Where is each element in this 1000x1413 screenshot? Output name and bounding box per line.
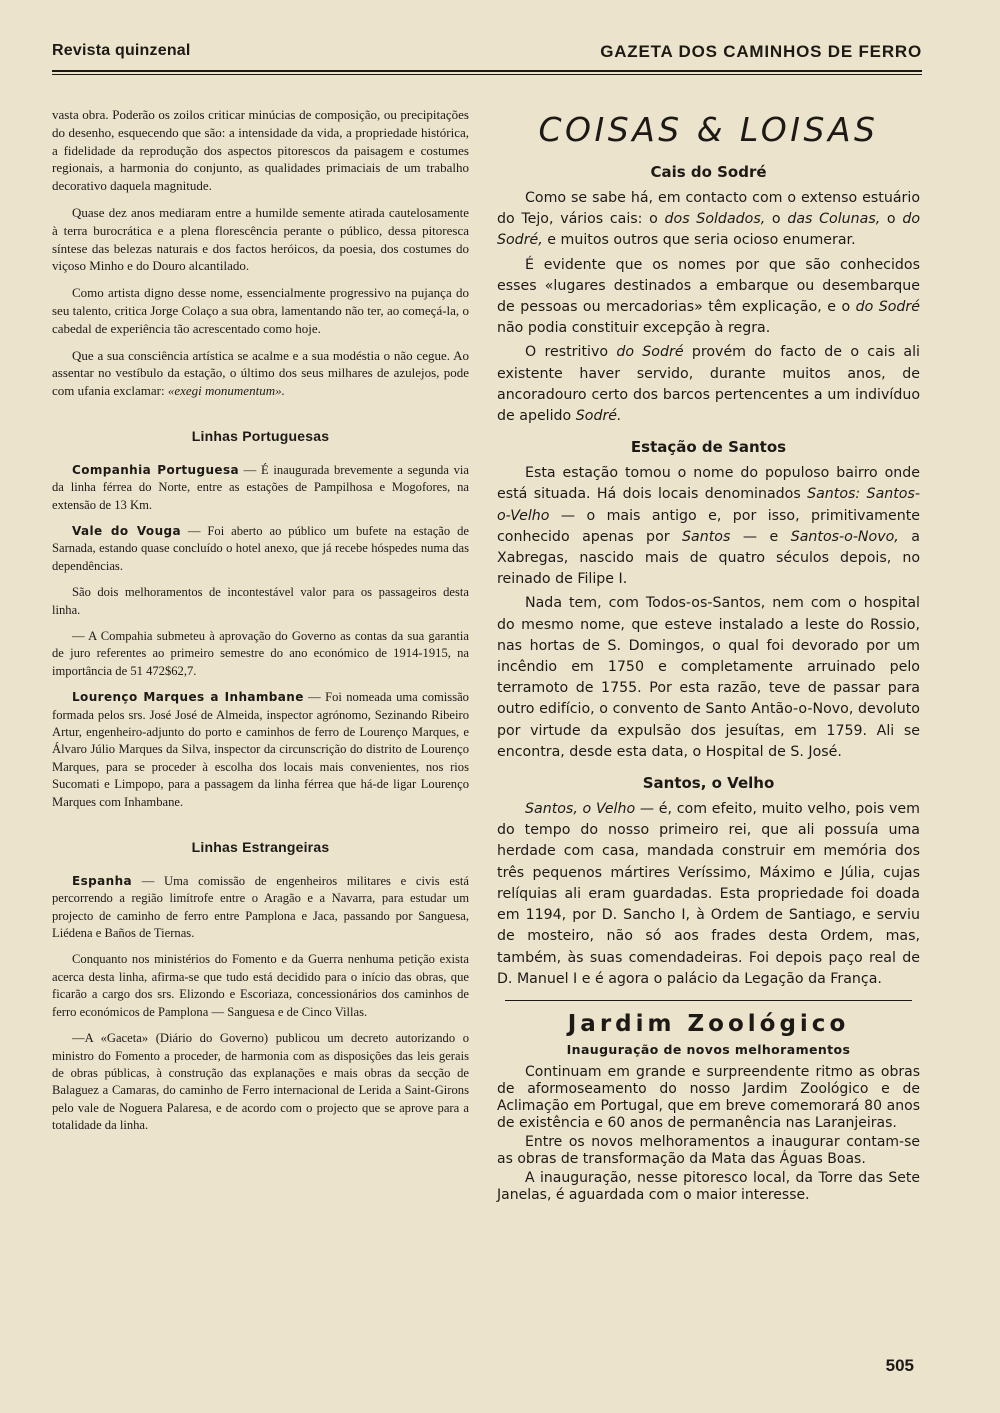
paragraph: vasta obra. Poderão os zoilos criticar minúcias de composição, ou precipitações do desenho, esquecendo que são: a intensidade da vida, a propriedade histórica, a fidelidade da reprodução dos aspectos pitorescos da paisagem e costumes regionais, a harmonia do conjunto, as qualidades primaciais de um trabalho decorativo daquela magnitude.: [52, 107, 469, 194]
jardim-zoologico-article: [497, 1009, 920, 1204]
paragraph: [497, 463, 920, 590]
news-lead: Vale do Vouga: [72, 523, 181, 538]
paragraph: Entre os novos melhoramentos a inaugurar contam-se as obras de transformação da Mata das Águas Boas.: [497, 1134, 920, 1168]
text: O restritivo: [525, 344, 617, 361]
paragraph: [497, 188, 920, 252]
paragraph: Continuam em grande e surpreendente ritmo as obras de aformoseamento do nosso Jardim Zoológico e de Aclimação em Portugal, que em breve comemorará 80 anos de existência e 60 anos de permanência nas Laranjeiras.: [497, 1064, 920, 1132]
italic-text: do Sodré: [855, 299, 920, 316]
news-text: São dois melhoramentos de incontestável valor para os passageiros desta linha.: [52, 585, 469, 617]
news-text: — Foi aberto ao público um bufete na estação de Sarnada, estando quase concluído o hotel anexo, que já recebe hóspedes numa das dependências.: [52, 523, 469, 573]
news-text: Conquanto nos ministérios do Fomento e da Guerra nenhuma petição exista acerca desta linha, afirma-se que tudo está decidido para o início das obras, que ficarão a cargo dos srs. Elizondo e Escoriaza, concessionários dos caminhos de ferro económicos de Pamplona — Sanguesa e de Cinco Villas.: [52, 952, 469, 1019]
italic-text: do Sodré,: [497, 211, 921, 249]
text: provém do facto de o cais ali existente haver servido, durante muitos anos, de ancoradouro certo dos barcos pertencentes a um indivíduo de apelido: [497, 344, 920, 425]
header-rule: [52, 70, 922, 72]
paragraph: Nada tem, com Todos-os-Santos, nem com o hospital do mesmo nome, que esteve instalado a leste do Rossio, nas hortas de S. Domingos, o qual foi devorado por um incêndio em 1750 e completamente arruinado pelo terramoto de 1755. Por esta razão, teve de passar para outro edifício, o convento de Santo Antão-o-Novo, devoluto por virtude da expulsão dos jesuítas, em 1759. Ali se encontra, desde esta data, o Hospital de S. José.: [497, 595, 920, 760]
italic-text: Sodré.: [575, 408, 622, 425]
paragraph-text: Que a sua consciência artística se acalme e a sua modéstia o não cegue. Ao assentar no vestíbulo da estação, o último dos seus milhares de azulejos, pode com ufania exclamar:: [52, 347, 469, 399]
running-header: [52, 42, 922, 66]
paragraph: [497, 342, 920, 427]
header-rule-thin: [52, 74, 922, 75]
news-lead: Espanha: [72, 873, 133, 888]
text: É evidente que os nomes por que são conhecidos esses «lugares destinados a embarque ou desembarque de pessoas ou mercadorias» têm explicação, e o: [497, 256, 920, 316]
text: o: [880, 211, 903, 228]
right-column: [497, 106, 920, 1206]
italic-text: das Colunas,: [787, 211, 881, 228]
news-text: — Foi nomeada uma comissão formada pelos srs. José José de Almeida, inspector agrónomo, Sezinando Ribeiro Artur, engenheiro-adjunto do porto e caminhos de ferro de Lourenço Marques, e Álvaro Júlio Marques da Silva, inspector da circunscrição do distrito de Lourenço Marques, para se proceder à escolha dos locais mais convenientes, nos rios Sucomati e Limpopo, para a passagem da linha férrea que há-de ligar Lourenço Marques com Inhambane.: [52, 690, 469, 809]
linhas-estrangeiras-items: [52, 873, 469, 1135]
text: Esta estação tomou o nome do populoso bairro onde está situada. Há dois locais denominados: [497, 465, 920, 503]
text: Como se sabe há, em contacto com o extenso estuário do Tejo, vários cais: o: [497, 190, 920, 228]
news-lead: Companhia Portuguesa: [72, 462, 239, 477]
news-text: — É inaugurada brevemente a segunda via da linha férrea do Norte, entre as estações de Pampilhosa e Mogofores, na extensão de 13 Km.: [52, 462, 469, 512]
section-heading-linhas-estrangeiras: Linhas Estrangeiras: [191, 839, 330, 856]
news-text: — A Compahia submeteu à aprovação do Governo as contas da sua garantia de juro referentes ao primeiro semestre do ano económico de 1914-1915, na importância de 51 472$62,7.: [52, 629, 469, 678]
paragraph: [497, 799, 920, 990]
news-text: — Uma comissão de engenheiros militares e civis está percorrendo a região limítrofe entre o Aragão e a Navarra, para estudar um projecto de caminho de ferro entre Pamplona e Jaca, passando por Sanguesa, Liédena e Baños de Tiernas.: [52, 873, 469, 941]
text: não podia constituir excepção à regra.: [497, 320, 771, 337]
news-item: [52, 951, 469, 1021]
news-item: [52, 523, 469, 575]
closing-quote: «exegi monumentum».: [167, 383, 285, 399]
section-divider: [505, 1000, 912, 1001]
heading-cais-do-sodre: Cais do Sodré: [650, 163, 767, 181]
text: — é, com efeito, muito velho, pois vem do tempo do nosso primeiro rei, que ali possuía uma herdade com casa, mandada construir em memória dos três pequenos mártires Veríssimo, Máximo e Júlia, cujas relíquias ali eram guardadas. Esta propriedade foi doada em 1194, por D. Sancho I, à Ordem de Santiago, e serviu de mosteiro, não só aos frades desta Ordem, mas, também, às suas comendadeiras. Foi depois paço real de D. Manuel I e é agora o palácio da Legação da França.: [497, 801, 920, 987]
news-item: [52, 462, 469, 514]
paragraph: [52, 347, 469, 400]
paragraph: [497, 255, 920, 340]
linhas-portuguesas-items: [52, 462, 469, 811]
italic-text: dos Soldados,: [664, 211, 766, 228]
paragraph: A inauguração, nesse pitoresco local, da Torre das Sete Janelas, é aguardada com o maior interesse.: [497, 1170, 920, 1204]
news-item: [52, 873, 469, 943]
text: o: [765, 211, 788, 228]
news-item: [52, 689, 469, 811]
italic-text: Santos: Santos-o-Velho: [497, 486, 921, 524]
page-number: 505: [885, 1356, 914, 1375]
heading-santos-o-velho: Santos, o Velho: [642, 774, 775, 793]
coisas-loisas-title: COISAS & LOISAS: [538, 110, 879, 149]
news-item: [52, 628, 469, 680]
news-lead: Lourenço Marques a Inhambane: [72, 690, 304, 705]
zoo-subtitle: Inauguração de novos melhoramentos: [566, 1041, 851, 1057]
zoo-title: Jardim Zoológico: [567, 1010, 850, 1037]
header-right: GAZETA DOS CAMINHOS DE FERRO: [600, 42, 922, 61]
text: — e: [730, 528, 791, 545]
news-item: [52, 584, 469, 619]
news-text: —A «Gaceta» (Diário do Governo) publicou um decreto autorizando o ministro do Fomento a proceder, de harmonia com as disposições das leis gerais de obras públicas, à construção das explanações e mais obras da secção de Balaguez a Camaras, do caminho de Ferro internacional de Lerida a Saint-Girons pelo vale de Noguera Palaresa, e de acordo com o projecto que se aprove para a totalidade da linha.: [52, 1031, 469, 1133]
italic-text: do Sodré: [616, 344, 684, 361]
left-column: [52, 106, 469, 1144]
header-left: Revista quinzenal: [52, 42, 191, 59]
text: — o mais antigo e, por isso, primitivamente conhecido apenas por: [497, 507, 920, 545]
paragraph: Quase dez anos mediaram entre a humilde semente atirada cautelosamente à terra burocrática e a plena florescência perante o público, dessa pitoresca síntese das belezas naturais e dos factos heróicos, da poesia, dos costumes do viçoso Minho e do Douro alcantilado.: [52, 204, 469, 274]
italic-text: Santos, o Velho: [525, 801, 636, 818]
paragraph: Como artista digno desse nome, essencialmente progressivo na pujança do seu talento, critica Jorge Colaço a sua obra, lamentando não ter, ao começá-la, o cabedal de experiência tão acrescentado como hoje.: [52, 285, 469, 336]
heading-estacao-de-santos: Estação de Santos: [630, 438, 787, 457]
italic-text: Santos-o-Novo,: [790, 528, 899, 545]
section-heading-linhas-portuguesas: Linhas Portuguesas: [191, 427, 330, 444]
text: e muitos outros que seria ocioso enumerar.: [542, 232, 856, 249]
italic-text: Santos: [682, 528, 731, 545]
text: a Xabregas, nascido mais de quatro séculos depois, no reinado de Filipe I.: [497, 528, 920, 588]
news-item: [52, 1030, 469, 1134]
